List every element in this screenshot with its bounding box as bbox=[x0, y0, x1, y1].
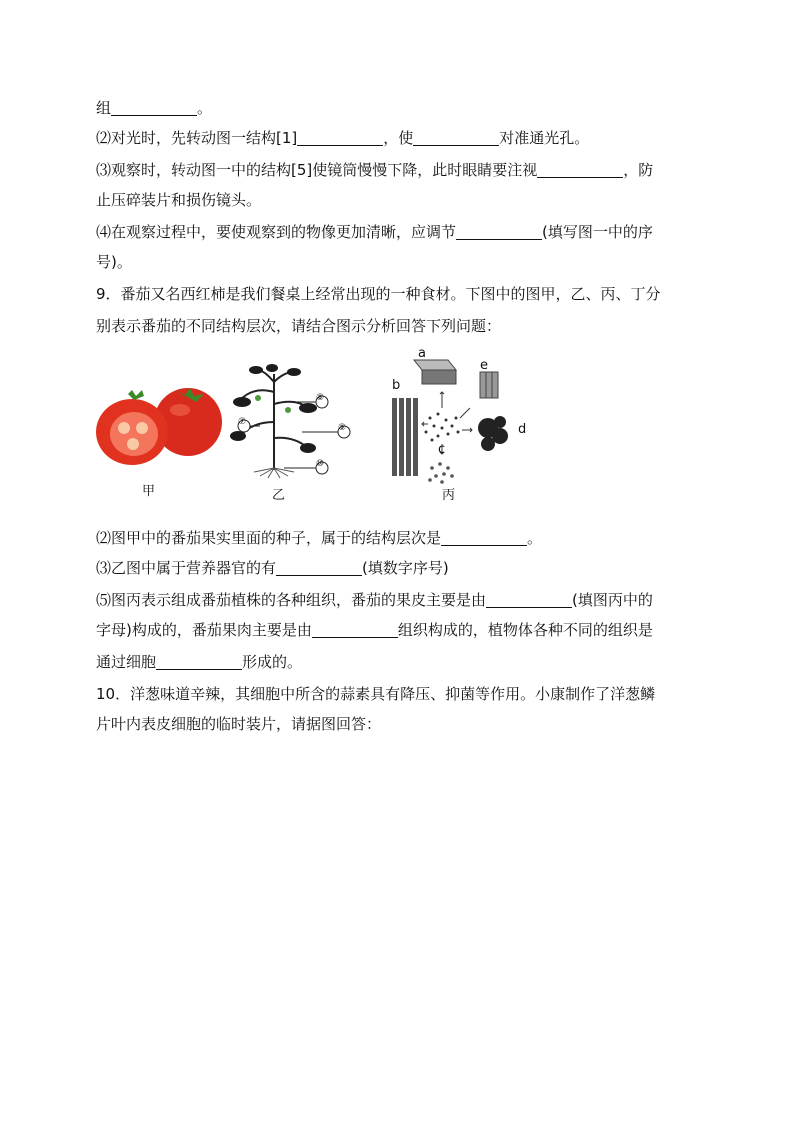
label-a: a bbox=[418, 346, 426, 361]
label-7: ⑦ bbox=[238, 417, 247, 427]
question-9-line-2: 别表示番茄的不同结构层次，请结合图示分析回答下列问题： bbox=[96, 317, 502, 335]
text: (填数字序号) bbox=[362, 559, 449, 577]
tissue-a bbox=[414, 360, 456, 384]
answer-blank[interactable] bbox=[441, 529, 527, 546]
caption-bing: 丙 bbox=[442, 488, 456, 503]
text: 形成的。 bbox=[242, 653, 303, 671]
arrows bbox=[422, 392, 472, 454]
sub-question-3 bbox=[96, 558, 449, 578]
caption-jia: 甲 bbox=[142, 484, 156, 499]
answer-blank[interactable] bbox=[456, 223, 542, 240]
cell-cluster bbox=[425, 413, 460, 442]
line-6: 号)。 bbox=[96, 253, 132, 271]
line-3 bbox=[96, 160, 653, 180]
text: 组 bbox=[96, 99, 112, 117]
text: ⑷在观察过程中，要使观察到的物像更加清晰，应调节 bbox=[96, 223, 457, 241]
sub-question-5-line-3 bbox=[96, 652, 302, 672]
line-4: 止压碎装片和损伤镜头。 bbox=[96, 191, 262, 209]
figure-svg bbox=[96, 352, 700, 502]
answer-blank[interactable] bbox=[297, 129, 383, 146]
question-10-line-1: 10．洋葱味道辛辣，其细胞中所含的蒜素具有降压、抑菌等作用。小康制作了洋葱鳞 bbox=[96, 685, 656, 703]
sub-question-5-line-2 bbox=[96, 620, 653, 640]
text: (填图丙中的 bbox=[572, 591, 653, 609]
tissue-b bbox=[392, 398, 418, 476]
answer-blank[interactable] bbox=[111, 99, 197, 116]
tomato-plant-diagram bbox=[240, 368, 308, 470]
text: 字母)构成的，番茄果肉主要是由 bbox=[96, 621, 312, 639]
text: 组织构成的，植物体各种不同的组织是 bbox=[397, 621, 653, 639]
line-1 bbox=[96, 98, 212, 118]
text: ⑶乙图中属于营养器官的有 bbox=[96, 559, 277, 577]
text: ⑵图甲中的番茄果实里面的种子，属于的结构层次是 bbox=[96, 529, 442, 547]
caption-yi: 乙 bbox=[272, 488, 286, 503]
answer-blank[interactable] bbox=[486, 591, 572, 608]
answer-blank[interactable] bbox=[537, 161, 623, 178]
sub-question-5 bbox=[96, 590, 653, 610]
answer-blank[interactable] bbox=[312, 621, 398, 638]
line-2 bbox=[96, 128, 589, 148]
plant-label-circles bbox=[238, 396, 350, 474]
tissue-e bbox=[480, 372, 498, 398]
text: ，防 bbox=[623, 161, 654, 179]
label-10: ⑩ bbox=[316, 459, 325, 469]
label-e: e bbox=[480, 358, 488, 373]
tissue-d bbox=[478, 416, 508, 451]
tissue-diagram bbox=[392, 360, 508, 484]
text: ⑸图丙表示组成番茄植株的各种组织，番茄的果皮主要是由 bbox=[96, 591, 487, 609]
text: ⑶观察时，转动图一中的结构[5]使镜筒慢慢下降，此时眼睛要注视 bbox=[96, 161, 538, 179]
tissue-c bbox=[428, 462, 454, 484]
plant-label-lines bbox=[250, 402, 338, 468]
text: ⑵对光时，先转动图一结构[1] bbox=[96, 129, 298, 147]
text: 通过细胞 bbox=[96, 653, 157, 671]
text: 。 bbox=[527, 529, 543, 547]
label-b: b bbox=[392, 378, 401, 393]
answer-blank[interactable] bbox=[413, 129, 499, 146]
question-10-line-2: 片叶内表皮细胞的临时装片，请据图回答： bbox=[96, 715, 382, 733]
text: 对准通光孔。 bbox=[499, 129, 590, 147]
label-c: c bbox=[438, 442, 446, 457]
text: (填写图一中的序 bbox=[542, 223, 653, 241]
label-8: ⑧ bbox=[316, 393, 325, 403]
question-9-line-1: 9．番茄又名西红柿是我们餐桌上经常出现的一种食材。下图中的图甲，乙、丙、丁分 bbox=[96, 285, 661, 303]
text: ，使 bbox=[383, 129, 414, 147]
line-5 bbox=[96, 222, 653, 242]
text: 。 bbox=[197, 99, 213, 117]
label-9: ⑨ bbox=[338, 423, 347, 433]
tomato-structure-figure bbox=[96, 346, 700, 503]
answer-blank[interactable] bbox=[276, 559, 362, 576]
label-d: d bbox=[518, 422, 527, 437]
sub-question-2 bbox=[96, 528, 542, 548]
tomato-image bbox=[96, 388, 222, 465]
answer-blank[interactable] bbox=[156, 653, 242, 670]
